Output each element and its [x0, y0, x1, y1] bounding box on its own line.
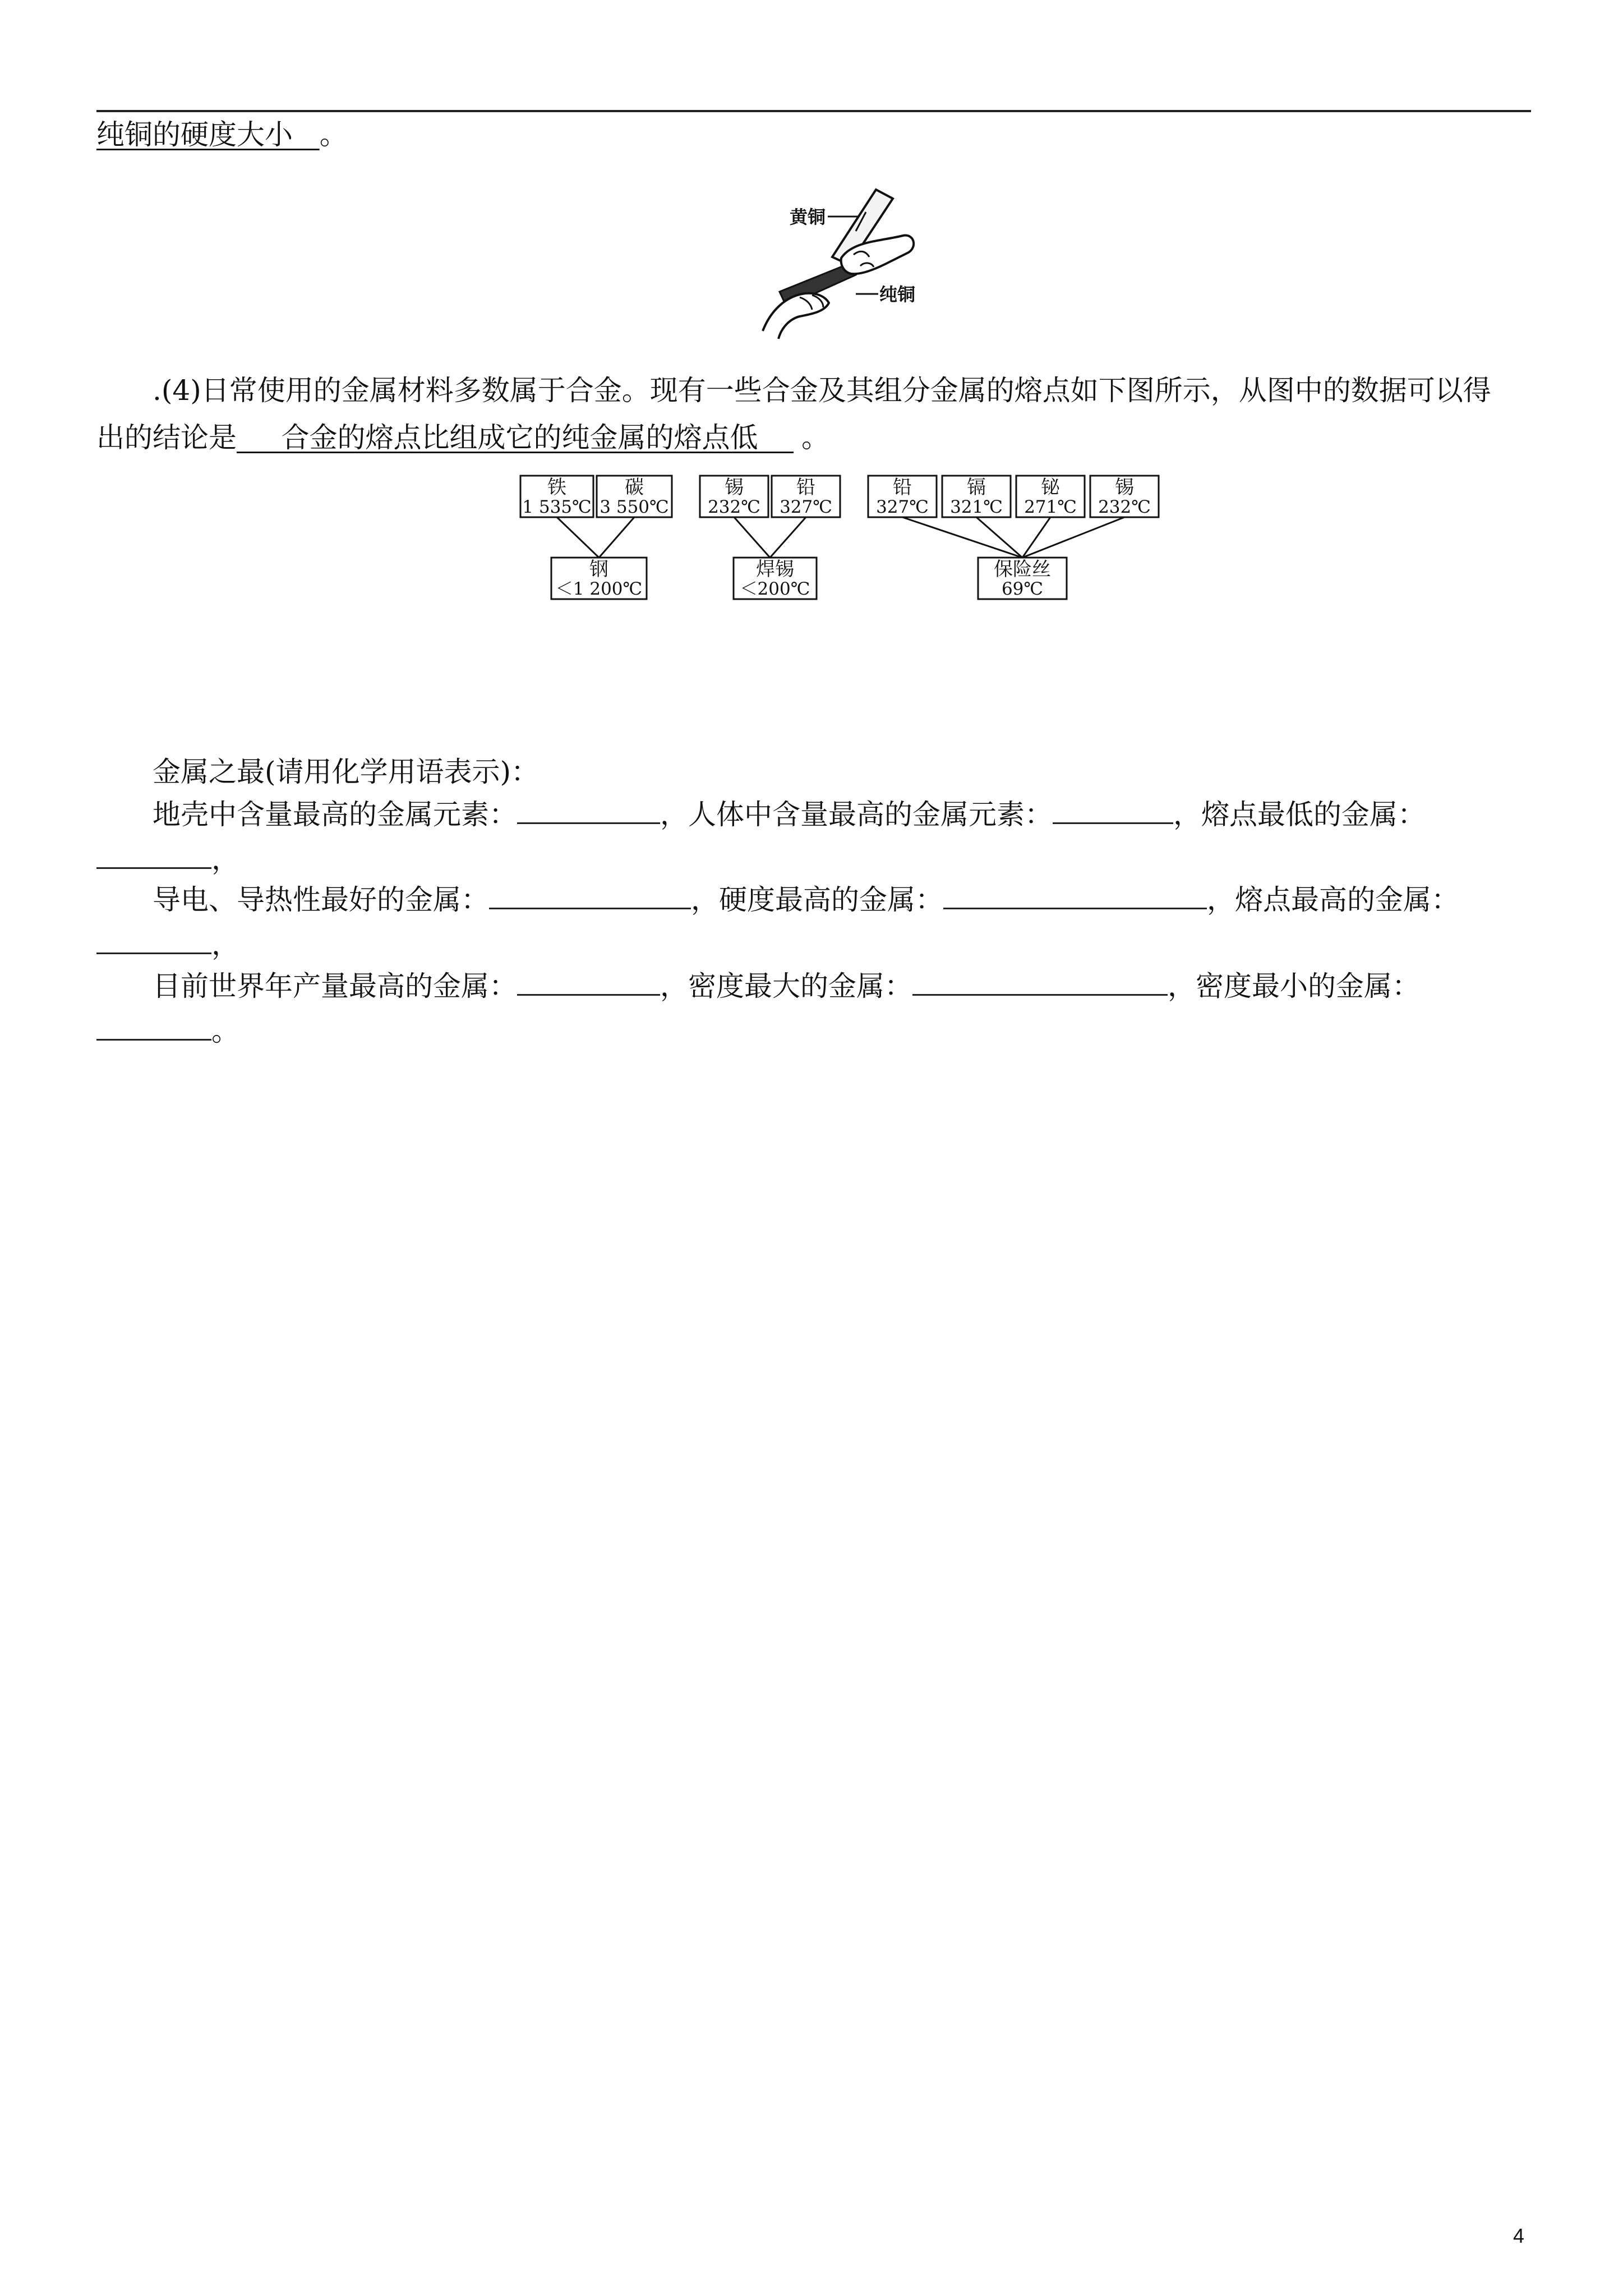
metals-heading: 金属之最(请用化学用语表示)：: [153, 756, 540, 788]
answer-hardness: 纯铜的硬度大小: [96, 118, 293, 151]
metals-line2: ，: [96, 839, 239, 880]
page-number: 4: [1513, 2224, 1524, 2247]
component-lead-name: 铅: [796, 476, 815, 499]
group-solder: [700, 476, 840, 599]
component-carbon-name: 碳: [625, 476, 644, 499]
component-iron-name: 铁: [547, 476, 566, 499]
alloy-solder-name: 焊锡: [756, 558, 794, 581]
q4-answer: 合金的熔点比组成它的纯金属的熔点低: [281, 421, 758, 454]
alloy-solder-temp: ＜200℃: [740, 579, 810, 599]
metals-line3: 导电、导热性最好的金属： ，硬度最高的金属： ，熔点最高的金属：: [153, 880, 1459, 920]
component-bismuth-name: 铋: [1041, 476, 1060, 499]
blank-least-dense-metal[interactable]: [96, 1011, 211, 1041]
top-rule: [96, 110, 1531, 112]
component-lead-2-temp: 327℃: [876, 497, 929, 517]
metals-line4: ，: [96, 924, 239, 965]
alloy-steel-name: 钢: [589, 558, 608, 581]
blank-most-produced-metal[interactable]: [517, 966, 660, 996]
blank-lowest-melting-metal[interactable]: [96, 839, 211, 869]
component-lead-temp: 327℃: [780, 497, 832, 517]
component-carbon-temp: 3 550℃: [600, 497, 669, 517]
metals-line1: 地壳中含量最高的金属元素： ，人体中含量最高的金属元素： ，熔点最低的金属：: [153, 794, 1426, 835]
component-bismuth-temp: 271℃: [1024, 497, 1077, 517]
blank-best-conductor[interactable]: [489, 880, 691, 909]
q4-line1: .(4)日常使用的金属材料多数属于合金。现有一些合金及其组分金属的熔点如下图所示，从图中的数据可以得: [153, 374, 1491, 407]
component-iron-temp: 1 535℃: [522, 497, 592, 517]
alloy-fuse-wire-temp: 69℃: [1001, 579, 1044, 599]
component-tin-temp: 232℃: [708, 497, 760, 517]
metals-line6: 。: [96, 1011, 239, 1051]
copper-label: 纯铜: [879, 284, 916, 305]
blank-crust-metal[interactable]: [517, 794, 660, 824]
alloy-melting-point-diagram: [515, 471, 1165, 611]
group-steel: [520, 476, 672, 599]
component-tin-2-temp: 232℃: [1098, 497, 1151, 517]
group-fuse-wire: [868, 476, 1159, 599]
scratch-test-figure: [746, 180, 937, 348]
metals-line5: 目前世界年产量最高的金属： ，密度最大的金属： ，密度最小的金属：: [153, 966, 1420, 1006]
component-tin-2-name: 锡: [1115, 476, 1134, 499]
blank-body-metal[interactable]: [1053, 794, 1173, 824]
brass-label: 黄铜: [790, 206, 826, 228]
alloy-steel-temp: ＜1 200℃: [555, 579, 643, 599]
blank-hardest-metal[interactable]: [943, 880, 1207, 909]
blank-densest-metal[interactable]: [912, 966, 1168, 996]
component-cadmium-temp: 321℃: [950, 497, 1003, 517]
header-line: 纯铜的硬度大小 。: [96, 118, 348, 151]
q4-line2: 出的结论是 合金的熔点比组成它的纯金属的熔点低 。: [96, 421, 830, 454]
blank-highest-melting-metal[interactable]: [96, 924, 211, 954]
alloy-fuse-wire-name: 保险丝: [994, 558, 1051, 581]
component-tin-name: 锡: [725, 476, 744, 499]
component-lead-2-name: 铅: [893, 476, 912, 499]
component-cadmium-name: 镉: [967, 476, 986, 499]
